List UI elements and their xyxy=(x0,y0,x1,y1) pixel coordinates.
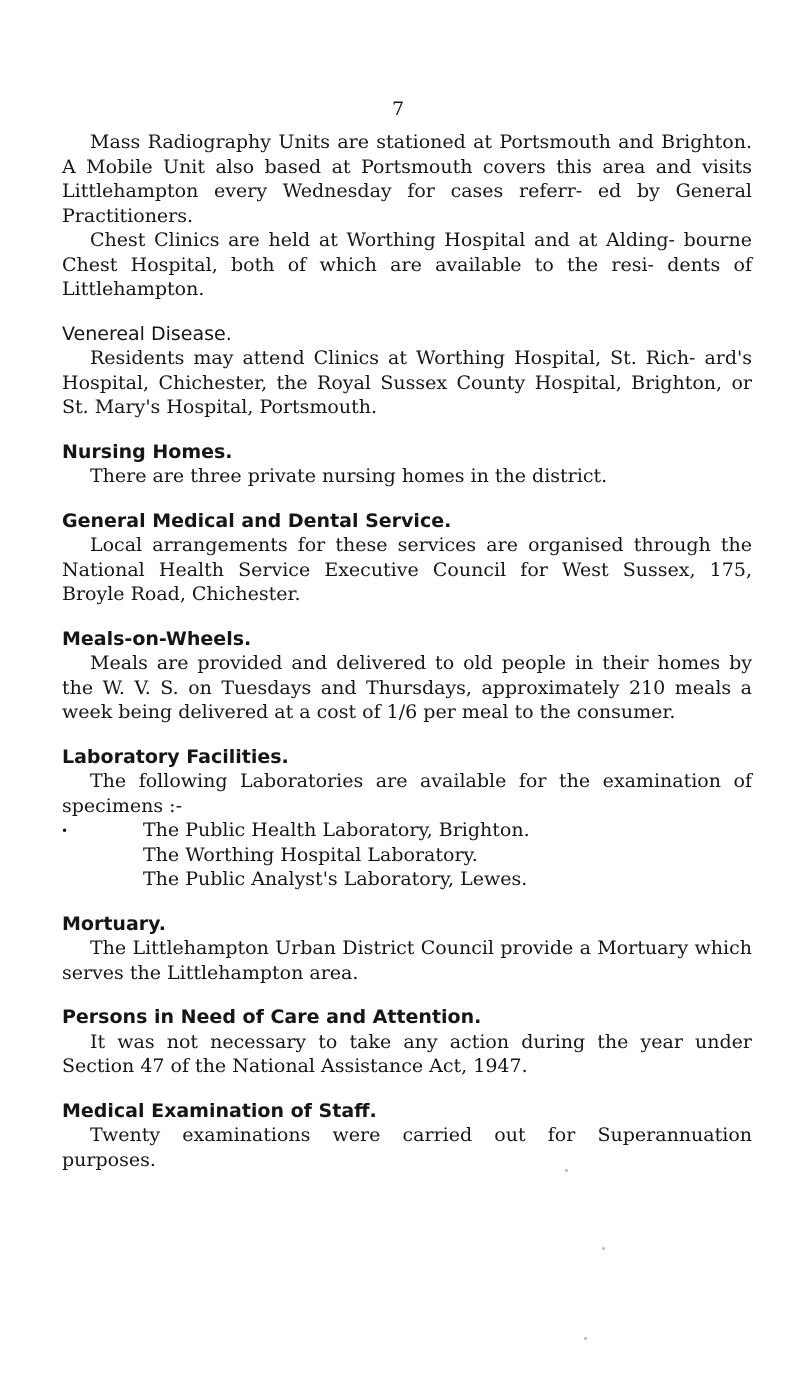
section-text: It was not necessary to take any action during the year under Section 47 of the National Assistance Act, 1947. xyxy=(62,1030,752,1077)
section-heading: Laboratory Facilities. xyxy=(62,745,289,768)
page-body xyxy=(62,130,752,1172)
list-item: The Public Analyst's Laboratory, Lewes. xyxy=(143,868,528,890)
section-heading: General Medical and Dental Service. xyxy=(62,509,452,532)
scan-speck xyxy=(584,1337,587,1340)
scan-speck xyxy=(565,1169,568,1172)
section-heading: Venereal Disease. xyxy=(62,322,232,345)
section-laboratory-facilities xyxy=(62,745,752,892)
section-heading: Persons in Need of Care and Attention. xyxy=(62,1006,482,1028)
section-venereal-disease xyxy=(62,322,752,420)
section-heading: Nursing Homes. xyxy=(62,440,233,463)
section-text: Twenty examinations were carried out for Superannuation purposes. xyxy=(62,1124,752,1171)
section-mortuary xyxy=(62,912,752,986)
section-text: Local arrangements for these services are organised through the National Health Service Executive Council for West Sussex, 175, Broyle Road, Chichester. xyxy=(62,534,752,605)
bullet-mark: • xyxy=(61,824,69,838)
section-medical-examination-staff xyxy=(62,1099,752,1173)
section-text: There are three private nursing homes in the district. xyxy=(90,465,608,487)
section-heading: Meals-on-Wheels. xyxy=(62,627,252,650)
scan-speck xyxy=(602,1247,605,1250)
section-persons-in-need xyxy=(62,1005,752,1079)
section-text: The following Laboratories are available for the examination of specimens :- xyxy=(62,770,752,817)
intro-paragraph-mass-radiography: Mass Radiography Units are stationed at Portsmouth and Brighton. A Mobile Unit also based at Portsmouth covers this area and visits Littlehampton every Wednesday for cases referr- ed by General Practitioners. xyxy=(62,131,752,227)
section-text: Residents may attend Clinics at Worthing Hospital, St. Rich- ard's Hospital, Chichester, the Royal Sussex County Hospital, Brighton, or St. Mary's Hospital, Portsmouth. xyxy=(62,347,752,418)
section-text: Meals are provided and delivered to old people in their homes by the W. V. S. on Tuesdays and Thursdays, approximately 210 meals a week being delivered at a cost of 1/6 per meal to the consumer. xyxy=(62,652,752,723)
section-heading: Mortuary. xyxy=(62,912,166,935)
section-nursing-homes xyxy=(62,440,752,489)
section-meals-on-wheels xyxy=(62,627,752,725)
laboratory-list xyxy=(62,818,752,892)
page-number: 7 xyxy=(392,98,405,120)
list-item: The Worthing Hospital Laboratory. xyxy=(143,843,478,866)
list-item: The Public Health Laboratory, Brighton. xyxy=(143,819,530,841)
section-text: The Littlehampton Urban District Council provide a Mortuary which serves the Littlehampton area. xyxy=(62,937,752,984)
section-heading: Medical Examination of Staff. xyxy=(62,1099,377,1122)
section-general-medical-dental xyxy=(62,509,752,607)
intro-paragraph-chest-clinics: Chest Clinics are held at Worthing Hospital and at Alding- bourne Chest Hospital, both of which are available to the resi- dents of Littlehampton. xyxy=(62,229,752,300)
